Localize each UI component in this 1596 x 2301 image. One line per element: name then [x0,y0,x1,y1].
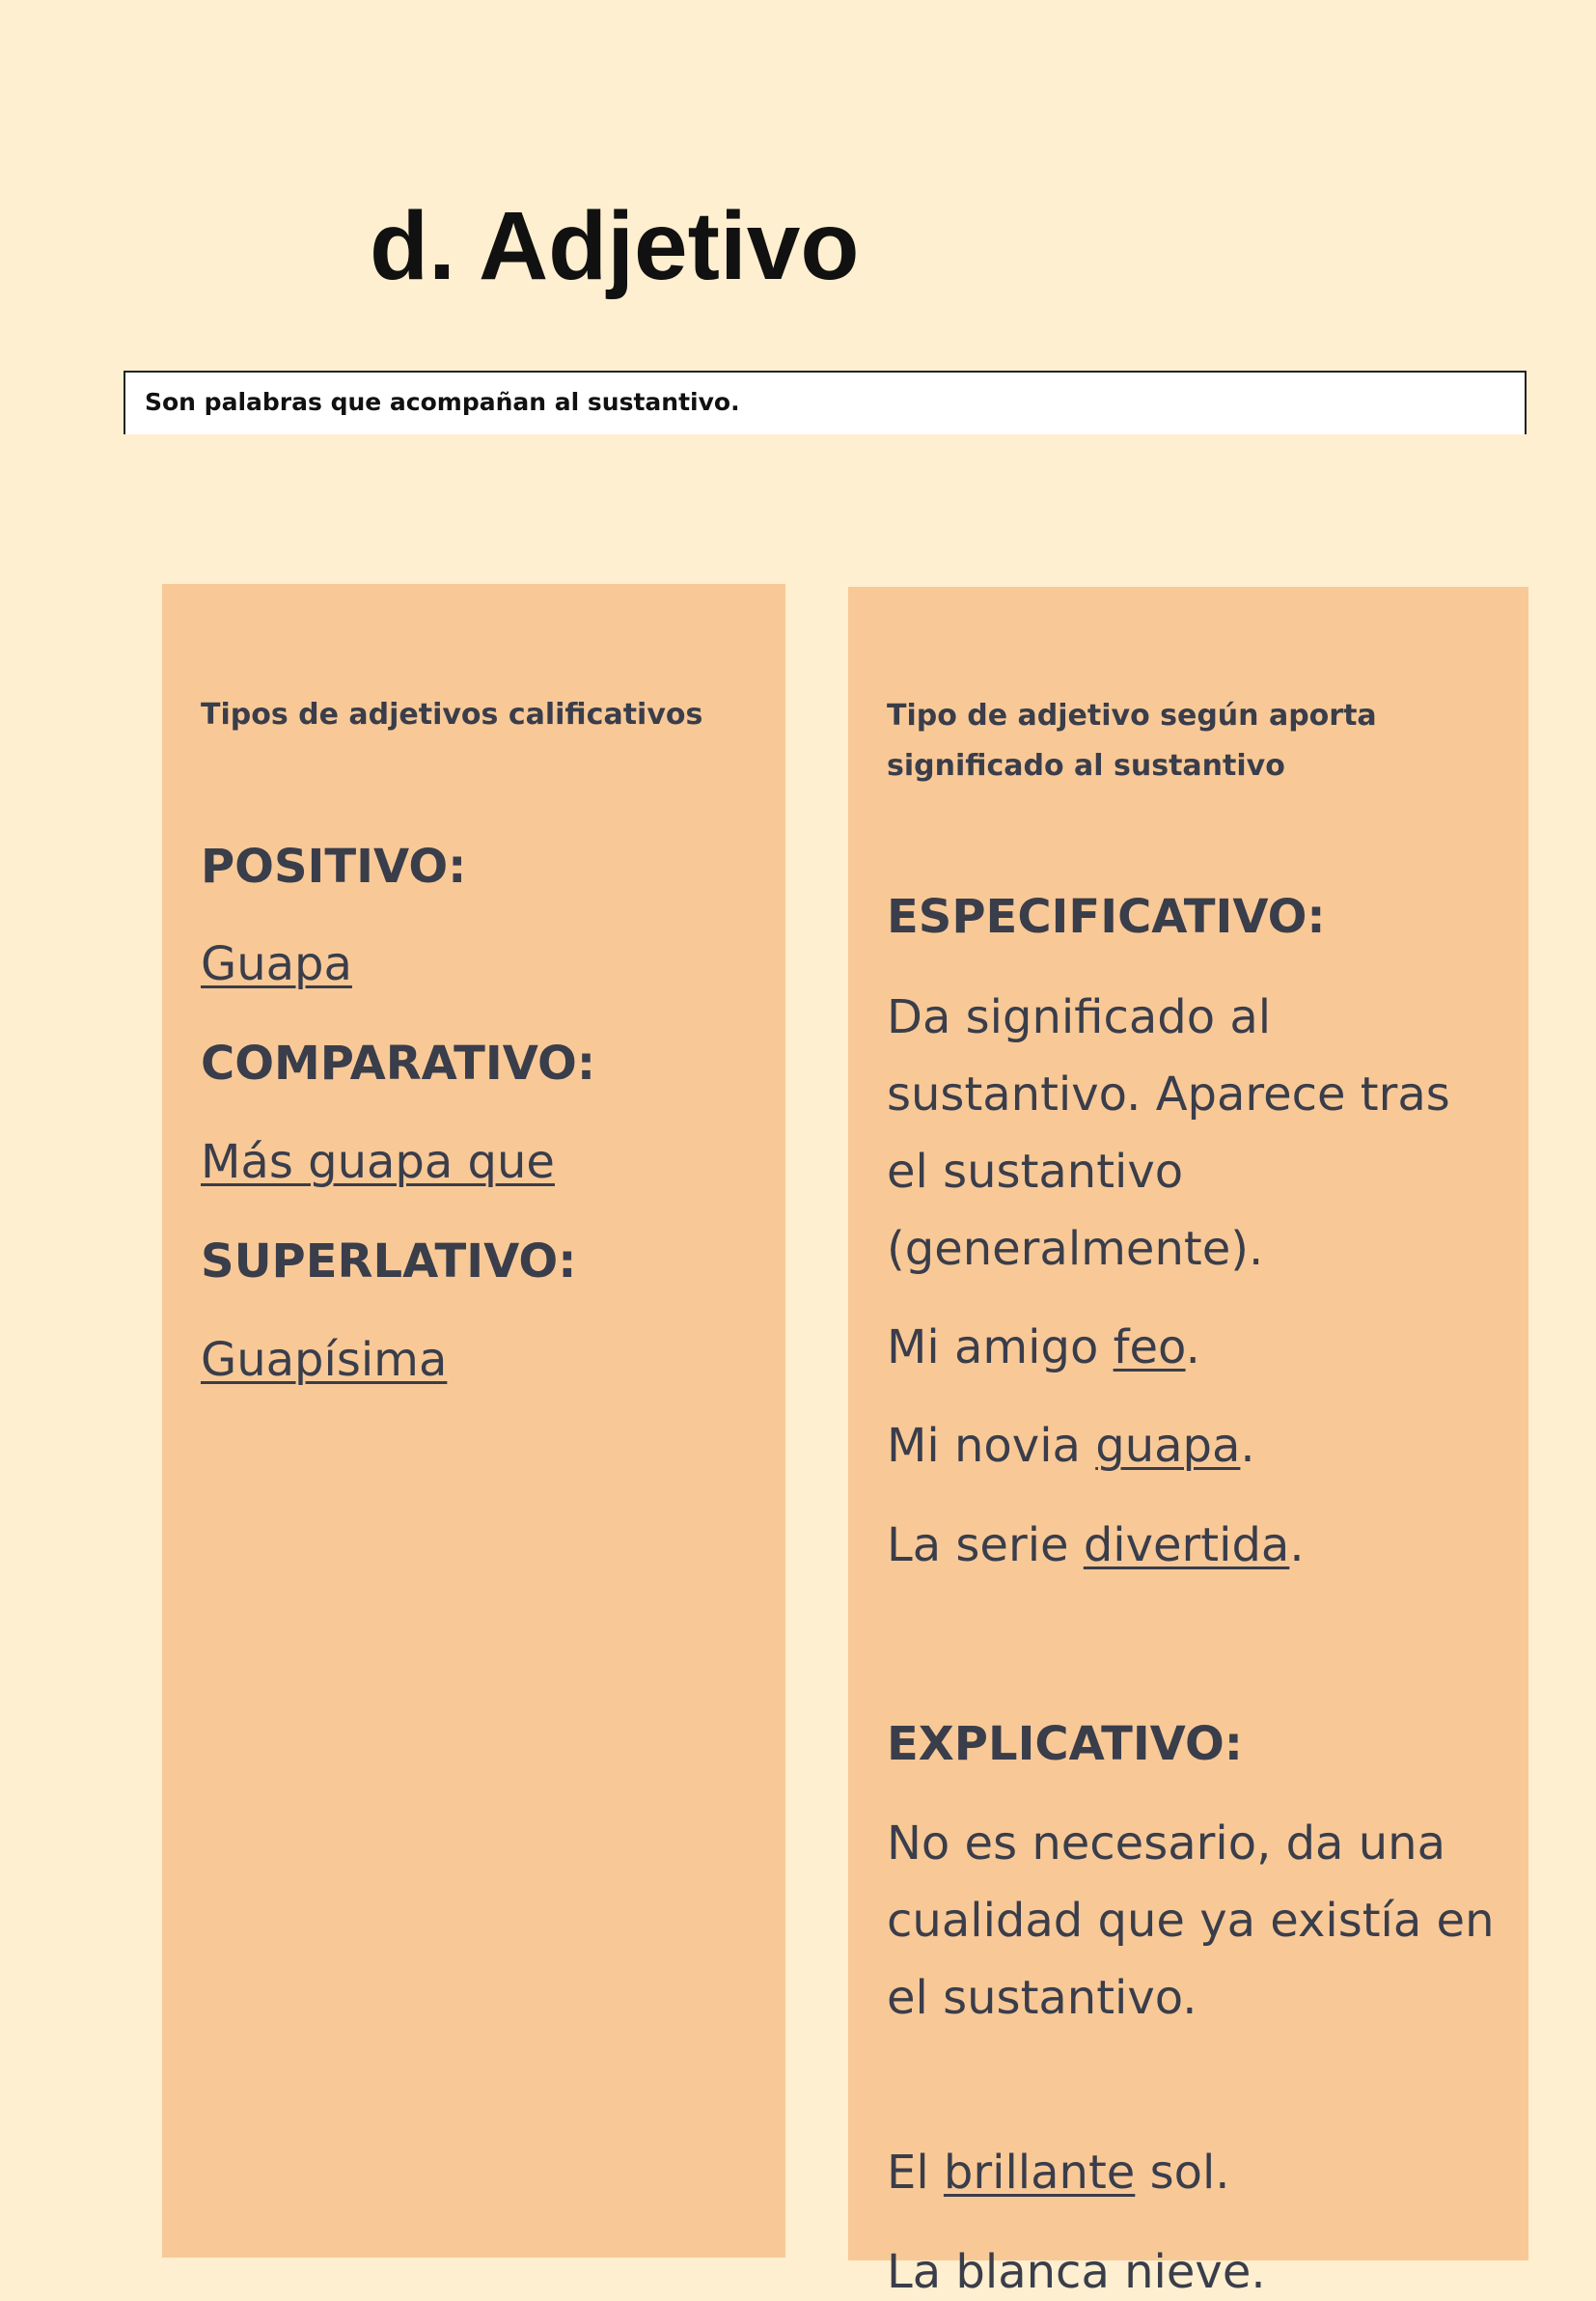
example-positivo: Guapa [201,937,352,991]
adjective-underlined: brillante [943,2146,1136,2200]
term-comparativo: COMPARATIVO: [201,1037,596,1091]
right-column-heading: Tipo de adjetivo según aporta significado al sustantivo [887,699,1377,783]
term-explicativo: EXPLICATIVO: [887,1717,1243,1771]
adjective-underlined: guapa [1095,1419,1241,1473]
example-especificativo-2: Mi novia guapa. [887,1419,1255,1473]
example-comparativo: Más guapa que [201,1135,555,1189]
example-especificativo-3: La serie divertida. [887,1518,1305,1572]
description-especificativo: Da significado al sustantivo. Aparece tras el sustantivo (generalmente). [887,990,1450,1276]
right-column-panel [848,587,1528,2299]
description-explicativo: No es necesario, da una cualidad que ya existía en el sustantivo. [887,1816,1495,2025]
left-column-panel [162,584,785,2258]
term-positivo: POSITIVO: [201,840,467,894]
adjective-underlined: feo [1113,1320,1186,1374]
term-especificativo: ESPECIFICATIVO: [887,890,1326,944]
page-title: d. Adjetivo [370,192,860,300]
term-superlativo: SUPERLATIVO: [201,1234,577,1289]
definition-text: Son palabras que acompañan al sustantivo. [145,388,740,416]
example-especificativo-1: Mi amigo feo. [887,1320,1200,1374]
left-column-heading: Tipos de adjetivos calificativos [201,698,703,732]
adjective-underlined: divertida [1083,1518,1290,1572]
example-superlativo: Guapísima [201,1333,448,1387]
definition-box [124,371,1527,434]
example-explicativo-1: El brillante sol. [887,2146,1230,2200]
example-explicativo-2: La blanca nieve. [887,2245,1266,2299]
